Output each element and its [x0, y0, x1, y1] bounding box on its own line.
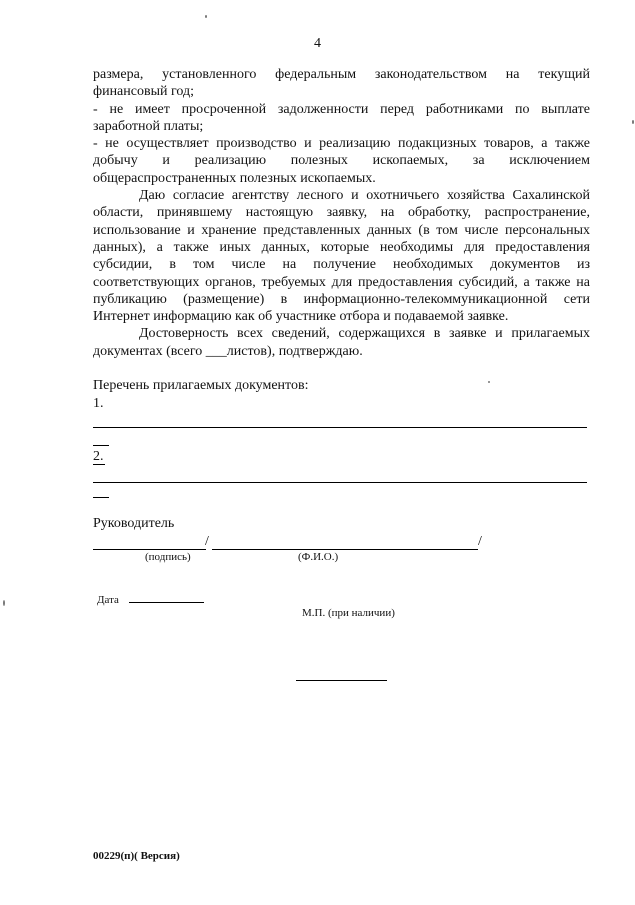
signature-separator: /	[205, 534, 209, 549]
name-caption: (Ф.И.О.)	[298, 551, 339, 563]
date-label: Дата	[97, 594, 119, 606]
stamp-label: М.П. (при наличии)	[302, 607, 395, 619]
attached-documents-title: Перечень прилагаемых документов:	[93, 378, 309, 393]
paragraph-reliability: Достоверность всех сведений, содержащихся в заявке и прилагаемых документах (всего ___листов), подтверждаю.	[93, 326, 590, 359]
document-item-number-1: 1.	[93, 396, 104, 411]
paragraph-consent: Даю согласие агентству лесного и охотничьего хозяйства Сахалинской области, принявшему настоящую заявку, на обработку, распространение, использование и хранение представленных данных (в том числе персональных данных), а также иных данных, которые необходимы для предоставления субсидии, в том числе на получение необходимых документов из соответствующих органов, требуемых для предоставления субсидий, а также на публикацию (размещение) в информационно-телекоммуникационной сети Интернет информацию как об участнике отбора и подаваемой заявке.	[93, 188, 590, 325]
document-line-1-continuation	[93, 445, 109, 446]
document-line-2	[93, 482, 587, 483]
scan-speck	[488, 381, 490, 383]
head-label: Руководитель	[93, 516, 175, 531]
application-body	[93, 66, 590, 360]
document-item-number-2: 2.	[93, 449, 104, 464]
document-line-1	[93, 427, 587, 428]
scan-speck	[205, 15, 207, 18]
signature-caption: (подпись)	[145, 551, 191, 563]
paragraph-size-clause: размера, установленного федеральным законодательством на текущий финансовый год;	[93, 67, 590, 100]
page-number: 4	[314, 36, 321, 51]
closing-divider	[296, 680, 387, 681]
document-line-2-continuation	[93, 497, 109, 498]
paragraph-no-excise-clause: - не осуществляет производство и реализацию подакцизных товаров, а также добычу и реализацию полезных ископаемых, за исключением общераспространенных полезных ископаемых.	[93, 136, 590, 186]
name-separator: /	[478, 534, 482, 549]
document-code: 00229(п)( Версия)	[93, 850, 180, 862]
document-item-2-underline	[93, 464, 105, 465]
scan-speck	[632, 120, 634, 124]
date-line	[129, 602, 204, 603]
scan-speck	[3, 600, 5, 606]
signature-line	[93, 549, 206, 550]
paragraph-no-debt-clause: - не имеет просроченной задолженности перед работниками по выплате заработной платы;	[93, 101, 590, 134]
name-line	[212, 549, 478, 550]
